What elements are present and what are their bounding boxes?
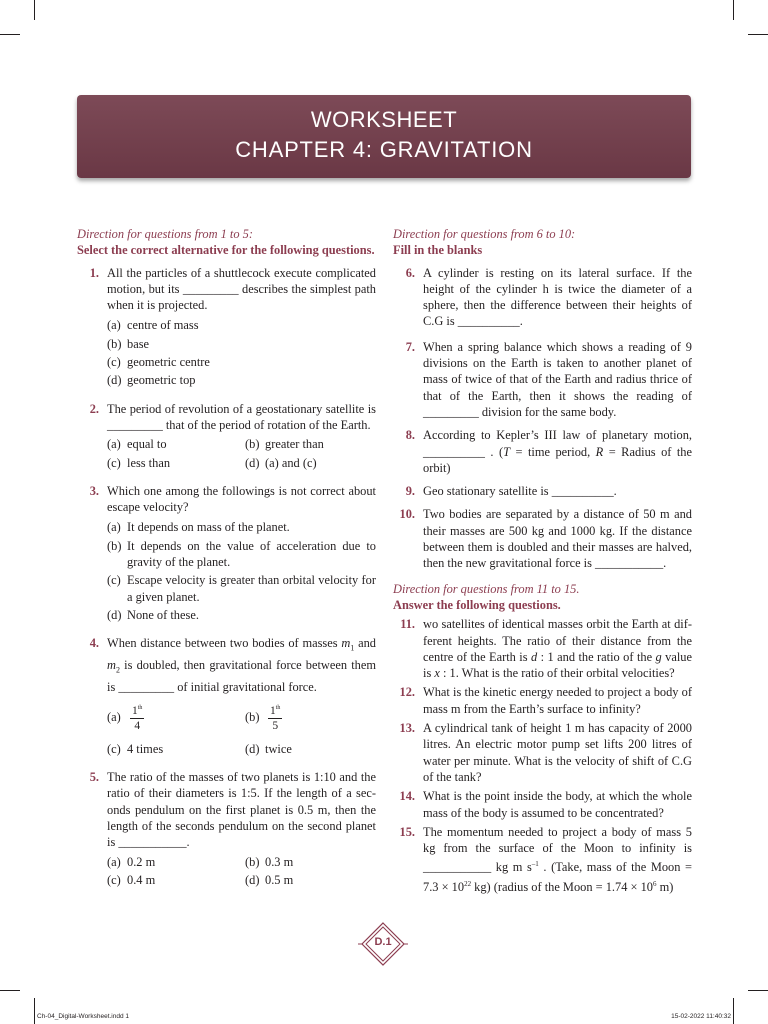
question-number: 2. <box>89 401 99 416</box>
question-text: A cylindrical tank of height 1 m has capacity of 2000 litres. An electric motor pump set lifts 200 litres of water per minute. What is the velocity of shift of C.G of the tank? <box>423 721 692 784</box>
question-number: 12. <box>399 685 415 700</box>
question-text: Which one among the followings is not correct about escape velocity? <box>107 483 376 515</box>
option-a: (a) equal to <box>107 437 167 452</box>
question-text: The period of revolution of a geostationary satellite is _________ that of the period of rotation of the Earth. <box>107 401 376 432</box>
page-number-badge <box>358 919 408 969</box>
question-3 <box>77 483 376 625</box>
question-11 <box>393 616 692 681</box>
option-a: (a) 0.2 m <box>107 854 156 869</box>
option-b: (b) greater than <box>245 437 324 452</box>
crop-mark <box>34 0 35 20</box>
question-8 <box>393 427 692 476</box>
option-b: (b) $\frac{1^{th}}{5}$ <box>245 701 376 733</box>
question-number: 13. <box>399 721 415 736</box>
options-grid <box>107 854 376 891</box>
question-text: A cylinder is resting on its lateral surface. If the height of the cylinder h is twice the diameter of a sphere, then the difference between their heights of C.G is __________. <box>423 265 692 329</box>
question-text: wo satellites of identical masses orbit the Earth at dif-ferent heights. The ratio of their distance from the centre of the Earth is d : 1 and the ratio of the g value is x : 1. What is the ratio of their orbital velocities? <box>423 617 692 681</box>
question-4 <box>77 635 376 759</box>
worksheet-banner <box>77 95 691 178</box>
crop-mark <box>748 990 768 991</box>
options-list <box>107 519 376 623</box>
question-14 <box>393 788 692 821</box>
option-c: (c) less than <box>107 455 171 470</box>
option-c: (c) geometric centre <box>107 355 210 370</box>
option-c: (c) 0.4 m <box>107 872 156 887</box>
question-number: 3. <box>89 483 99 498</box>
question-text: Two bodies are separated by a distance of 50 m and their masses are 500 kg and 1000 kg. If the distance between them is doubled and their masses are halved, then the new gravitational force is ___________. <box>423 507 692 571</box>
question-text: What is the kinetic energy needed to project a body of mass m from the Earth’s surface to infinity? <box>423 685 692 716</box>
question-5 <box>77 769 376 890</box>
left-column <box>77 226 376 897</box>
question-2 <box>77 401 376 473</box>
question-text: When distance between two bodies of masses $m_1$ and $m_2$ is doubled, then gravitational force between them is _________ of initial gravitational force. <box>107 636 376 694</box>
option-d: (d) 0.5 m <box>245 872 294 887</box>
question-number: 5. <box>89 770 99 785</box>
question-6 <box>393 265 692 330</box>
option-a: (a) $\frac{1^{th}}{4}$ <box>107 701 245 733</box>
crop-mark <box>0 990 20 991</box>
direction-instruction: Answer the following questions. <box>393 597 561 612</box>
question-number: 10. <box>399 507 415 522</box>
banner-title: WORKSHEET <box>310 107 458 132</box>
question-1 <box>77 265 376 391</box>
question-10 <box>393 506 692 571</box>
crop-mark <box>748 34 768 35</box>
question-text: The ratio of the masses of two planets is 1:10 and the ratio of their diameters is 1:5. If the length of a sec-onds pendulum on the first planet is 0.5 m, then the length of the seconds pendulum on the second planet is ___________. <box>107 770 376 850</box>
question-number: 8. <box>405 428 415 443</box>
crop-mark <box>34 998 35 1024</box>
option-b: (b) base <box>107 336 150 351</box>
question-text: Geo stationary satellite is __________. <box>423 484 617 499</box>
question-text: According to Kepler’s III law of planetary motion, __________ . (T = time period, R = Radius of the orbit) <box>423 428 692 475</box>
page-number: D.1 <box>374 936 392 948</box>
option-a: (a) centre of mass <box>107 318 199 333</box>
date-stamp: 15-02-2022 11:40:32 <box>671 1013 731 1020</box>
question-number: 4. <box>89 636 99 651</box>
fraction-one-fourth: $\frac{1^{th}}{4}$ <box>130 701 144 733</box>
file-slug: Ch-04_Digital-Worksheet.indd 1 <box>37 1013 130 1020</box>
question-number: 1. <box>89 265 99 280</box>
question-12 <box>393 684 692 717</box>
fraction-one-fifth: $\frac{1^{th}}{5}$ <box>268 701 282 733</box>
options-list <box>107 317 376 388</box>
right-column <box>393 226 692 902</box>
direction-instruction: Select the correct alternative for the following questions. <box>77 243 375 258</box>
direction-heading: Direction for questions from 11 to 15. <box>393 581 580 596</box>
question-15 <box>393 824 692 895</box>
question-text: All the particles of a shuttlecock execute complicated motion, but its _________ describes the simplest path when it is projected. <box>107 265 376 313</box>
question-text: What is the point inside the body, at which the whole mass of the body is assumed to be concentrated? <box>423 789 692 820</box>
options-grid <box>107 436 376 473</box>
question-number: 6. <box>405 265 415 280</box>
crop-mark <box>733 0 734 20</box>
question-number: 14. <box>399 789 415 804</box>
question-text: The momentum needed to project a body of mass 5 kg from the surface of the Moon to infinity is ___________ kg m $s^{-1}$ . (Take, mass of the Moon = $7.3 \times 10^{22}$ kg) (radius of the Moon = $1.74 \times 10^6$ m) <box>423 824 693 894</box>
direction-instruction: Fill in the blanks <box>393 243 483 258</box>
option-a: (a) It depends on mass of the planet. <box>107 520 290 535</box>
question-number: 11. <box>400 617 415 632</box>
question-number: 15. <box>399 824 415 839</box>
direction-heading: Direction for questions from 6 to 10: <box>393 227 576 241</box>
banner-subtitle: CHAPTER 4: GRAVITATION <box>235 137 533 162</box>
question-13 <box>393 720 692 785</box>
crop-mark <box>0 34 20 35</box>
option-c: (c) Escape velocity is greater than orbital velocity for a given planet. <box>107 573 376 604</box>
options-grid <box>107 701 376 759</box>
option-d: (d) geometric top <box>107 373 196 388</box>
option-d: (d) None of these. <box>107 607 199 622</box>
option-b: (b) 0.3 m <box>245 854 294 869</box>
question-text: When a spring balance which shows a reading of 9 divisions on the Earth is taken to another planet of mass of twice of that of the Earth and radius thrice of that of the Earth, then it shows the reading of _________ division for the same body. <box>423 339 692 419</box>
question-7 <box>393 339 692 420</box>
direction-heading: Direction for questions from 1 to 5: <box>77 227 253 241</box>
option-b: (b) It depends on the value of acceleration due to gravity of the planet. <box>107 538 376 570</box>
crop-mark <box>733 998 734 1024</box>
option-d: (d) (a) and (c) <box>245 455 317 470</box>
question-9 <box>393 483 692 499</box>
option-d: (d) twice <box>245 741 292 756</box>
option-c: (c) 4 times <box>107 741 164 756</box>
question-number: 9. <box>405 484 415 499</box>
question-number: 7. <box>405 339 415 354</box>
